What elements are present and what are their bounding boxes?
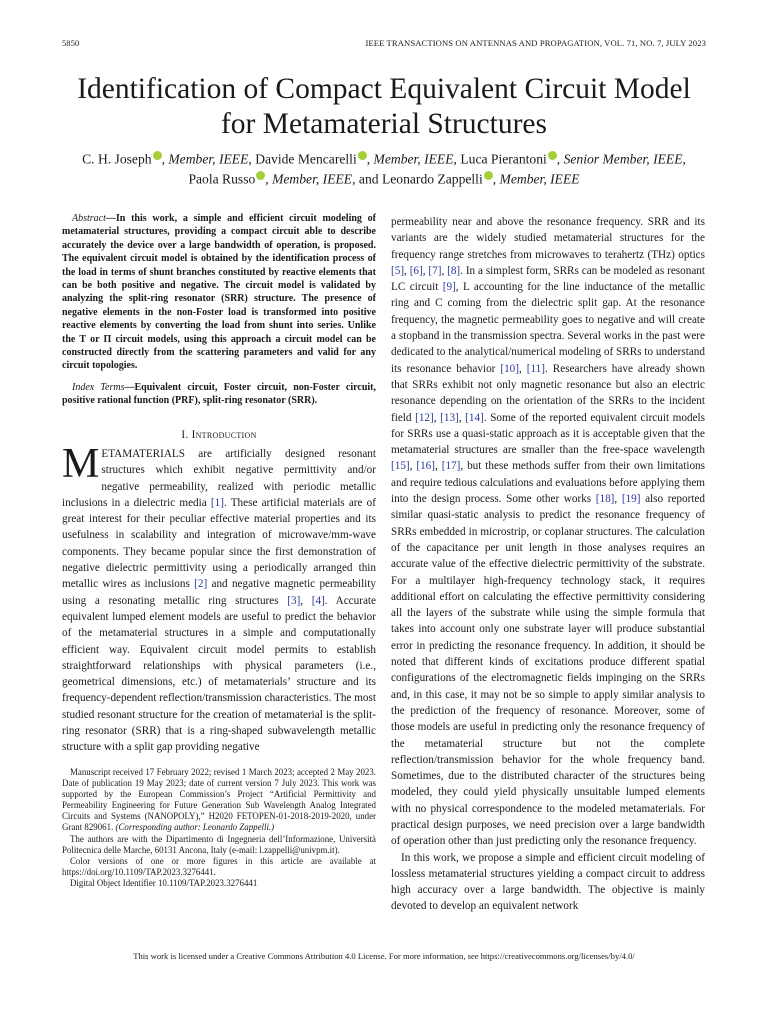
body-text: , <box>519 362 527 375</box>
abstract-text: In this work, a simple and efficient circuit modeling of metamaterial structures, providing a compact circuit able to describe accurately the device over a large bandwidth of operation, is proposed. The equivalent circuit model is obtained by the identification process of the load in terms of shunt branches constituted by reactive elements that can be both positive and negative. The circuit model is validated by analyzing the split-ring resonator (SRR) structure. The presence of negative elements in the non-Foster load is transformed into positive reactive elements by converting the load from shunt into series. Unlike the T or Π circuit models, using this approach a circuit model can be constructed directly from the scattering parameters and valid for any circuit topologies. <box>62 213 376 372</box>
license-notice: This work is licensed under a Creative Commons Attribution 4.0 License. For more information, see https://creativecommons.org/licenses/by/4.0/ <box>133 951 635 961</box>
author-role: Member, IEEE <box>373 151 454 167</box>
page-number: 5850 <box>62 38 80 48</box>
body-text: permeability near and above the resonance frequency. SRR and its variants are the widely studied metamaterial structures for the frequency range stretches from microwaves to terahertz (THz) optics <box>391 216 705 261</box>
citation-link[interactable]: [1] <box>210 496 224 509</box>
footnote-doi: Digital Object Identifier 10.1109/TAP.2023.3276441 <box>70 877 258 888</box>
citation-link[interactable]: [7] <box>428 264 442 277</box>
orcid-icon[interactable] <box>256 171 265 180</box>
author-conjunction: and <box>358 171 379 187</box>
orcid-icon[interactable] <box>484 171 493 180</box>
section-heading <box>62 427 376 443</box>
title-line-2: for Metamaterial Structures <box>220 108 547 140</box>
left-column <box>62 212 376 756</box>
author-list <box>40 149 728 188</box>
body-text: , <box>441 264 448 277</box>
section-number: I. <box>181 428 189 441</box>
intro-paragraph <box>62 440 376 756</box>
body-text: also reported similar quasi-static analysis to predict the resonance frequency of SRRs embedded in microstrip, or coplanar structures. The calculation of the capacitance per unit length in those analyses requires an accurate value of the effective dielectric permittivity of the substrate. For a multilayer high-frequency technology stack, it requires additional effort on calculating the effective permittivity considering all the layers of the substrate while using the simple formula that takes into account only one substrate layer will produce substantial error in predicting the resonance frequency. In addition, it should be noted that different kinds of excitations produce different spatial configurations of the electromagnetic fields impinging on the SRRs and, in this case, it may not be so simple to apply similar analysis to the prediction of the frequency of resonance. Moreover, some of those models are useful in predicting only the resonance frequency of the metamaterial structure but not the complete reflection/transmission behavior for the whole frequency band. Sometimes, due to the distributed character of the structures being modeled, they could yield physically unsuitable lumped elements with no physical correspondence to the modeled metamaterials. For practical design purposes, we need precision over a large bandwidth of operation other than just predicting only the resonance frequency. <box>391 493 705 848</box>
footnote-affiliation: The authors are with the Dipartimento di Ingegneria dell’Informazione, Università Politecnica delle Marche, 60131 Ancona, Italy (e-mail: l.zappelli@univpm.it). <box>62 833 376 855</box>
footnotes <box>62 767 376 889</box>
orcid-icon[interactable] <box>548 151 557 160</box>
body-text: , <box>458 411 466 424</box>
footnote-text: Manuscript received 17 February 2022; revised 1 March 2023; accepted 2 May 2023. Date of publication 19 May 2023; date of current version 7 July 2023. This work was supported by the European Commission’s Project “Artificial Permittivity and Permeability Engineering for Future Generation Sub Wavelength Analog Integrated Circuits and Systems (NANOPOLY),” H2020 FETOPEN-01-2018-2019-2020, under Grant 829061. <box>62 767 376 833</box>
title-line-1: Identification of Compact Equivalent Circuit Model <box>77 73 691 105</box>
index-terms <box>62 381 376 408</box>
author-name: Leonardo Zappelli <box>381 171 483 187</box>
body-text: , <box>404 264 410 277</box>
intro-text: . These artificial materials are of great interest for their peculiar effective material properties and its usefulness in scalability and integration of microwave/mm-wave components. They became popular since the first demonstration of negative dielectric permittivity using a periodically arranged thin metallic wires as inclusions <box>62 496 376 591</box>
index-terms-label: Index Terms <box>72 381 125 393</box>
citation-link[interactable]: [6] <box>409 264 423 277</box>
body-text: , <box>614 493 622 506</box>
footnote-color-versions: Color versions of one or more figures in this article are available at https://doi.org/10.1109/TAP.2023.3276441. <box>62 855 376 877</box>
running-header: IEEE TRANSACTIONS ON ANTENNAS AND PROPAGATION, VOL. 71, NO. 7, JULY 2023 <box>365 38 706 48</box>
citation-link[interactable]: [14] <box>465 411 484 424</box>
abstract-label: Abstract <box>72 213 106 224</box>
citation-link[interactable]: [3] <box>287 594 301 607</box>
body-text: , but these methods suffer from their own limitations and require tedious calculations and evaluations before applying them into the design process. Some other works <box>391 460 705 506</box>
body-text: . In a simplest form, SRRs can be modeled as resonant LC circuit <box>391 264 705 294</box>
citation-link[interactable]: [19] <box>621 493 641 506</box>
index-terms-text: Equivalent circuit, Foster circuit, non-Foster circuit, positive rational function (PRF), split-ring resonator (SRR). <box>62 381 377 407</box>
body-text: . Researchers have already shown that SRRs exhibit not only magnetic resonance but also an electric resonance depending on the orientation of the SRRs to the incident field <box>391 362 706 424</box>
body-paragraph: In this work, we propose a simple and efficient circuit modeling of lossless metamaterial structures yielding a compact circuit to address high accuracy over a large bandwidth. The objective is mainly devoted to develop an equivalent network <box>391 851 705 913</box>
body-text: , <box>409 460 417 473</box>
intro-text: ETAMATERIALS are artificially designed resonant structures which exhibit negative permittivity and/or negative permeability, realized with periodic metallic inclusions in a dielectric media <box>62 447 376 509</box>
citation-link[interactable]: [8] <box>447 264 461 277</box>
author-role: Member, IEEE <box>272 171 353 187</box>
body-text: , L accounting for the line inductance of the metallic ring and C coming from the dielectric split gap. At the resonance frequency, the magnetic permeability goes to negative and will create a stopband in the transmission spectra. Several works in the past were dedicated to the analytical/numerical modeling of SRRs to understand its resonance behavior <box>391 281 705 375</box>
em-dash: — <box>124 381 135 393</box>
orcid-icon[interactable] <box>358 151 367 160</box>
citation-link[interactable]: [2] <box>194 578 208 591</box>
citation-link[interactable]: [13] <box>440 411 459 424</box>
citation-link[interactable]: [10] <box>500 362 519 375</box>
citation-link[interactable]: [15] <box>391 460 410 473</box>
citation-link[interactable]: [11] <box>526 362 546 375</box>
intro-text: . Accurate equivalent lumped element models are useful to predict the behavior of the metamaterial structures in a simple and computationally efficient way. Equivalent circuit model permits to establish straightforward relationships with physical parameters (i.e., geometrical dimensions, etc.) of metamaterials’ structure and its frequency-dependent reflection/transmission characteristics. The most studied resonant structure for the creation of metamaterial is the split-ring resonator (SRR) that is a ring-shaped subwavelength metallic structure with a split gap providing negative <box>62 594 376 754</box>
author-role: Senior Member, IEEE <box>563 151 683 167</box>
paper-title <box>40 72 728 142</box>
intro-text: , <box>300 594 312 607</box>
section-title: Introduction <box>191 428 257 441</box>
author-name: Luca Pierantoni <box>460 151 547 167</box>
citation-link[interactable]: [4] <box>311 594 325 607</box>
intro-text: and negative magnetic permeability using a resonating metallic ring structures <box>62 578 376 607</box>
author-role: Member, IEEE <box>168 151 249 167</box>
body-paragraph <box>391 214 705 850</box>
citation-link[interactable]: [17] <box>441 460 461 473</box>
drop-cap: M <box>62 440 100 487</box>
citation-link[interactable]: [16] <box>416 460 435 473</box>
author-line-2: Paola Russo , Member, IEEE, and Leonardo Zappelli , Member, IEEE <box>188 171 580 187</box>
footnote-manuscript <box>62 767 376 834</box>
author-name: Paola Russo <box>188 171 256 187</box>
abstract <box>62 212 376 373</box>
body-text: , <box>433 411 441 424</box>
citation-link[interactable]: [9] <box>442 281 456 294</box>
body-text: , <box>422 264 429 277</box>
body-text: . Some of the reported equivalent circuit models for SRRs use a quasi-static approach as it is acceptable given that the metamaterial structures are smaller than the free-space wavelength <box>391 411 705 457</box>
body-text: , <box>435 460 442 473</box>
right-column <box>391 214 705 915</box>
citation-link[interactable]: [18] <box>595 493 615 506</box>
em-dash: — <box>105 213 116 224</box>
author-name: Davide Mencarelli <box>255 151 357 167</box>
corresponding-author-note: (Corresponding author: Leonardo Zappelli.) <box>115 822 275 833</box>
author-name: C. H. Joseph <box>82 151 152 167</box>
citation-link[interactable]: [5] <box>391 264 405 277</box>
orcid-icon[interactable] <box>153 151 162 160</box>
citation-link[interactable]: [12] <box>415 411 434 424</box>
author-role: Member, IEEE <box>499 171 580 187</box>
author-line-1: C. H. Joseph , Member, IEEE, Davide Mencarelli , Member, IEEE, Luca Pierantoni , Senior Member, IEEE, <box>82 151 686 167</box>
